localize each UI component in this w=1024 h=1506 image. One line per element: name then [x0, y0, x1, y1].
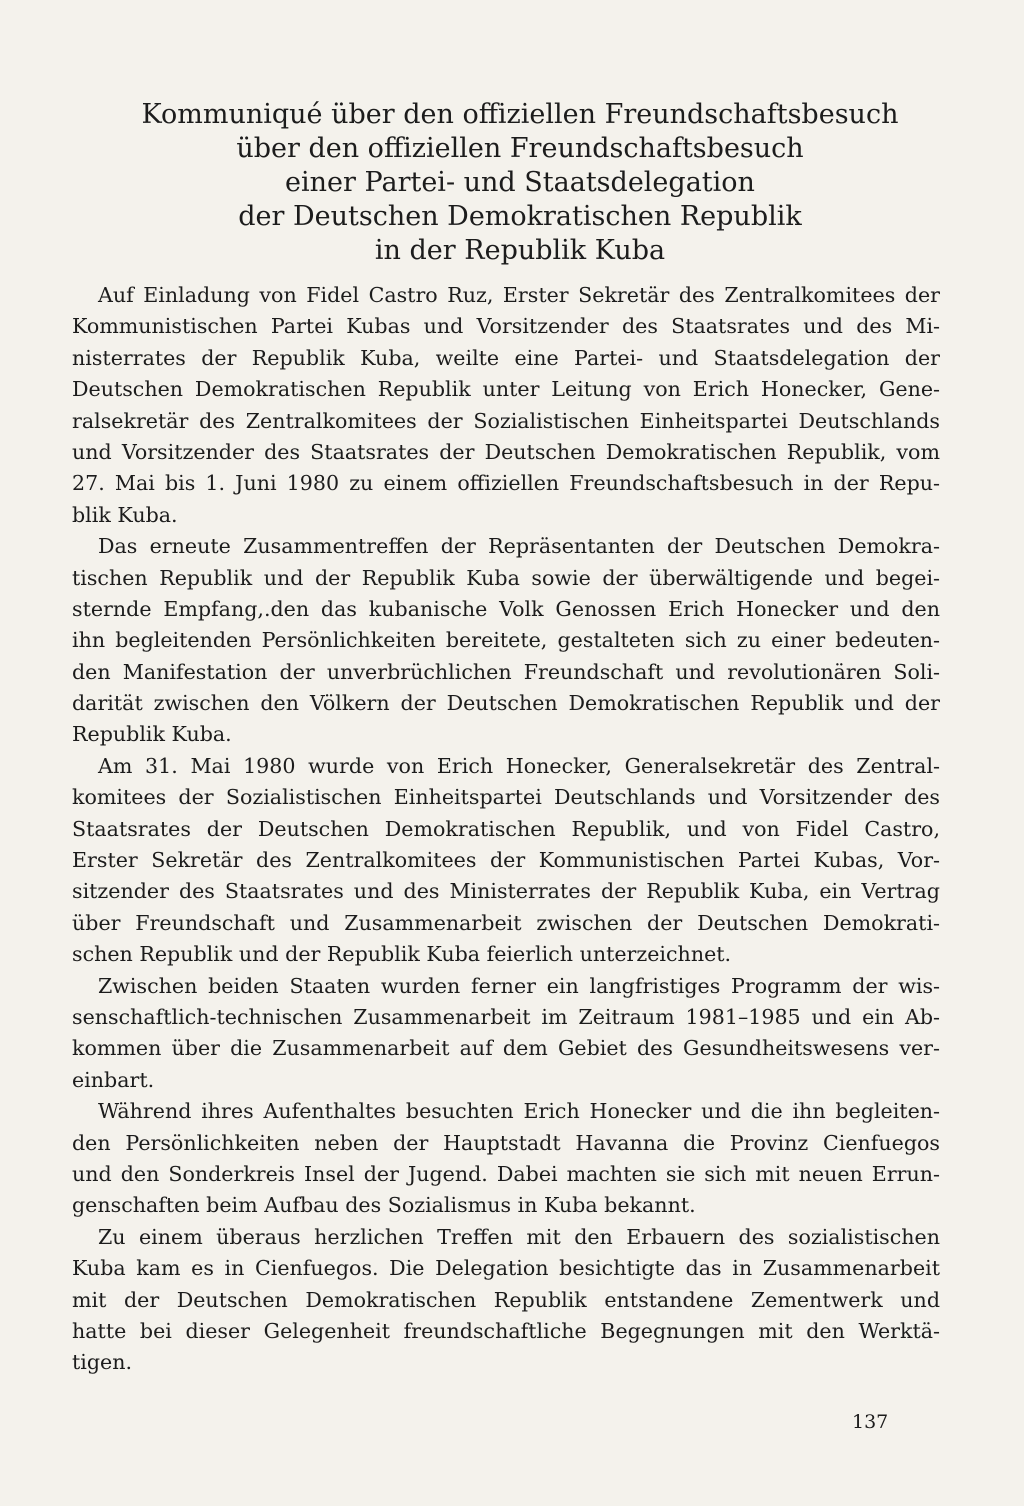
text-line: Auf Einladung von Fidel Castro Ruz, Erster Sekretär des Zentralkomitees der [98, 283, 940, 307]
text-line: Staatsrates der Deutschen Demokratischen Republik, und von Fidel Castro, [72, 816, 940, 841]
text-line: sitzender des Staatsrates und des Ministerrates der Republik Kuba, ein Vertrag [72, 879, 940, 904]
text-line: darität zwischen den Völkern der Deutschen Demokratischen Republik und der [72, 691, 940, 716]
text-line: kommen über die Zusammenarbeit auf dem Gebiet des Gesundheitswesens ver- [72, 1036, 940, 1061]
text-line: genschaften beim Aufbau des Sozialismus in Kuba bekannt. [72, 1193, 696, 1218]
text-line: Während ihres Aufenthaltes besuchten Erich Honecker und die ihn begleiten- [98, 1099, 940, 1124]
paragraph-reception [72, 531, 940, 751]
text-line: Erster Sekretär des Zentralkomitees der Kommunistischen Partei Kubas, Vor- [72, 848, 940, 873]
text-line: Deutschen Demokratischen Republik unter Leitung von Erich Honecker, Gene- [72, 377, 940, 402]
text-line: den Manifestation der unverbrüchlichen Freundschaft und revolutionären Soli- [72, 659, 940, 684]
text-line: Am 31. Mai 1980 wurde von Erich Honecker, Generalsekretär des Zentral- [98, 753, 940, 778]
paragraph-cienfuegos [72, 1222, 940, 1379]
text-line: Republik Kuba. [72, 722, 232, 747]
text-line: Zwischen beiden Staaten wurden ferner ein langfristiges Programm der wis- [98, 973, 940, 998]
text-line: senschaftlich-technischen Zusammenarbeit im Zeitraum 1981–1985 und ein Ab- [72, 1004, 940, 1029]
text-line: tigen. [72, 1350, 133, 1375]
text-line: den Persönlichkeiten neben der Hauptstadt Havanna die Provinz Cienfuegos [72, 1130, 940, 1155]
paragraph-visits [72, 1096, 940, 1222]
text-line: komitees der Sozialistischen Einheitspartei Deutschlands und Vorsitzender des [72, 785, 940, 810]
text-line: und Vorsitzender des Staatsrates der Deutschen Demokratischen Republik, vom [72, 439, 940, 464]
text-line: hatte bei dieser Gelegenheit freundschaftliche Begegnungen mit den Werktä- [72, 1318, 940, 1343]
paragraph-programme [72, 971, 940, 1097]
text-line: sternde Empfang,.den das kubanische Volk Genossen Erich Honecker und den [72, 596, 940, 621]
text-line: mit der Deutschen Demokratischen Republik entstandene Zementwerk und [72, 1287, 940, 1312]
title-line: einer Partei- und Staatsdelegation [285, 167, 755, 198]
title-line: in der Republik Kuba [374, 235, 666, 266]
text-line: nisterrates der Republik Kuba, weilte eine Partei- und Staatsdelegation der [72, 345, 940, 370]
text-line: ihn begleitenden Persönlichkeiten bereitete, gestalteten sich zu einer bedeuten- [72, 628, 940, 653]
title-line: der Deutschen Demokratischen Republik [238, 201, 802, 232]
text-line: Zu einem überaus herzlichen Treffen mit den Erbauern des sozialistischen [98, 1224, 940, 1249]
page-number: 137 [852, 1411, 889, 1433]
text-line: ralsekretär des Zentralkomitees der Sozialistischen Einheitspartei Deutschlands [72, 408, 940, 433]
text-line: Kuba kam es in Cienfuegos. Die Delegation besichtigte das in Zusammenarbeit [72, 1256, 940, 1281]
title-line: Kommuniqué über den offiziellen Freundschaftsbesuch [141, 99, 899, 130]
document-body [72, 280, 940, 1379]
text-line: Kommunistischen Partei Kubas und Vorsitzender des Staatsrates und des Mi- [72, 314, 940, 339]
text-line: 27. Mai bis 1. Juni 1980 zu einem offiziellen Freundschaftsbesuch in der Repu- [72, 471, 940, 496]
text-line: tischen Republik und der Republik Kuba sowie der überwältigende und begei- [72, 565, 940, 590]
text-line: über Freundschaft und Zusammenarbeit zwischen der Deutschen Demokrati- [72, 910, 940, 935]
text-line: blik Kuba. [72, 502, 178, 527]
text-line: Das erneute Zusammentreffen der Repräsentanten der Deutschen Demokra- [98, 534, 940, 559]
paragraph-treaty [72, 751, 940, 971]
text-line: einbart. [72, 1067, 155, 1092]
text-line: schen Republik und der Republik Kuba feierlich unterzeichnet. [72, 942, 732, 967]
title-line: über den offiziellen Freundschaftsbesuch [236, 133, 804, 164]
paragraph-invitation [72, 280, 940, 531]
text-line: und den Sonderkreis Insel der Jugend. Dabei machten sie sich mit neuen Errun- [72, 1161, 940, 1186]
document-title [120, 98, 920, 268]
